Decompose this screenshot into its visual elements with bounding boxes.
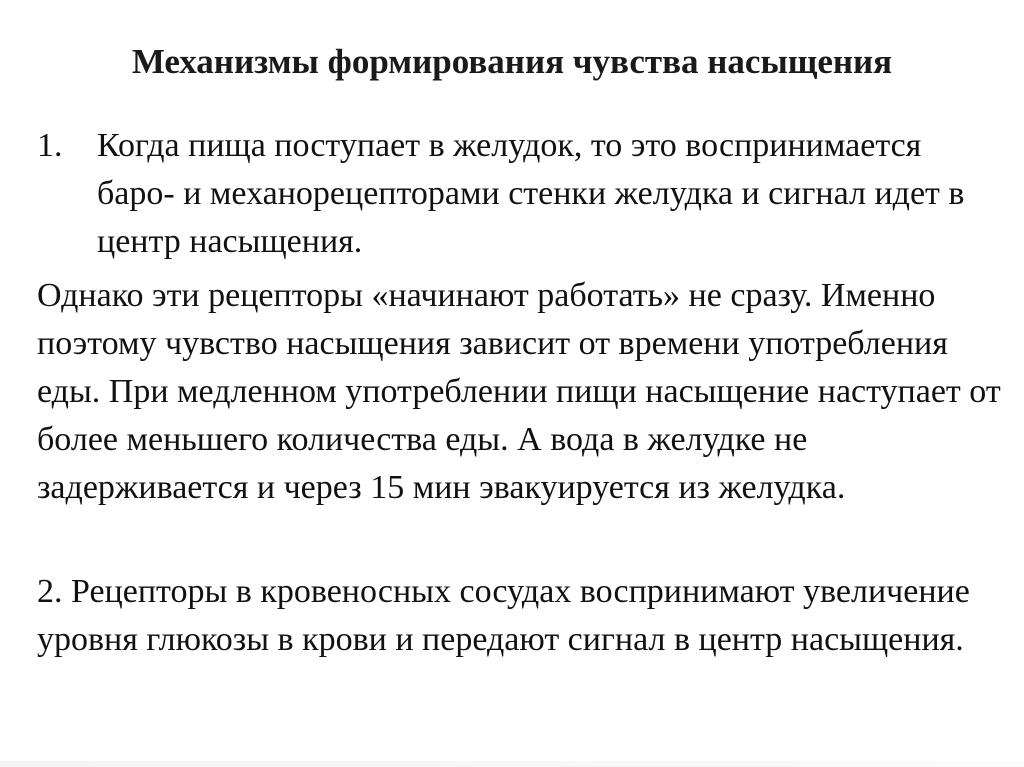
paragraph-blood-receptors: 2. Рецепторы в кровеносных сосудах воспринимают увеличение уровня глюкозы в крови и передают сигнал в центр насыщения.: [37, 573, 970, 658]
slide-title: Механизмы формирования чувства насыщения: [131, 42, 893, 81]
paragraph-receptors-delay: Однако эти рецепторы «начинают работать» не сразу. Именно поэтому чувство насыщения зависит от времени употребления еды. При медленном употреблении пищи насыщение наступает от более меньшего количества еды. А вода в желудке не задерживается и через 15 мин эвакуируется из желудка.: [37, 277, 1001, 506]
bottom-edge: [0, 761, 1024, 767]
item-number: 1.: [37, 127, 63, 164]
numbered-item-1: [37, 122, 997, 266]
item-text: Когда пища поступает в желудок, то это воспринимается баро- и механорецепторами стенки желудка и сигнал идет в центр насыщения.: [97, 127, 965, 260]
